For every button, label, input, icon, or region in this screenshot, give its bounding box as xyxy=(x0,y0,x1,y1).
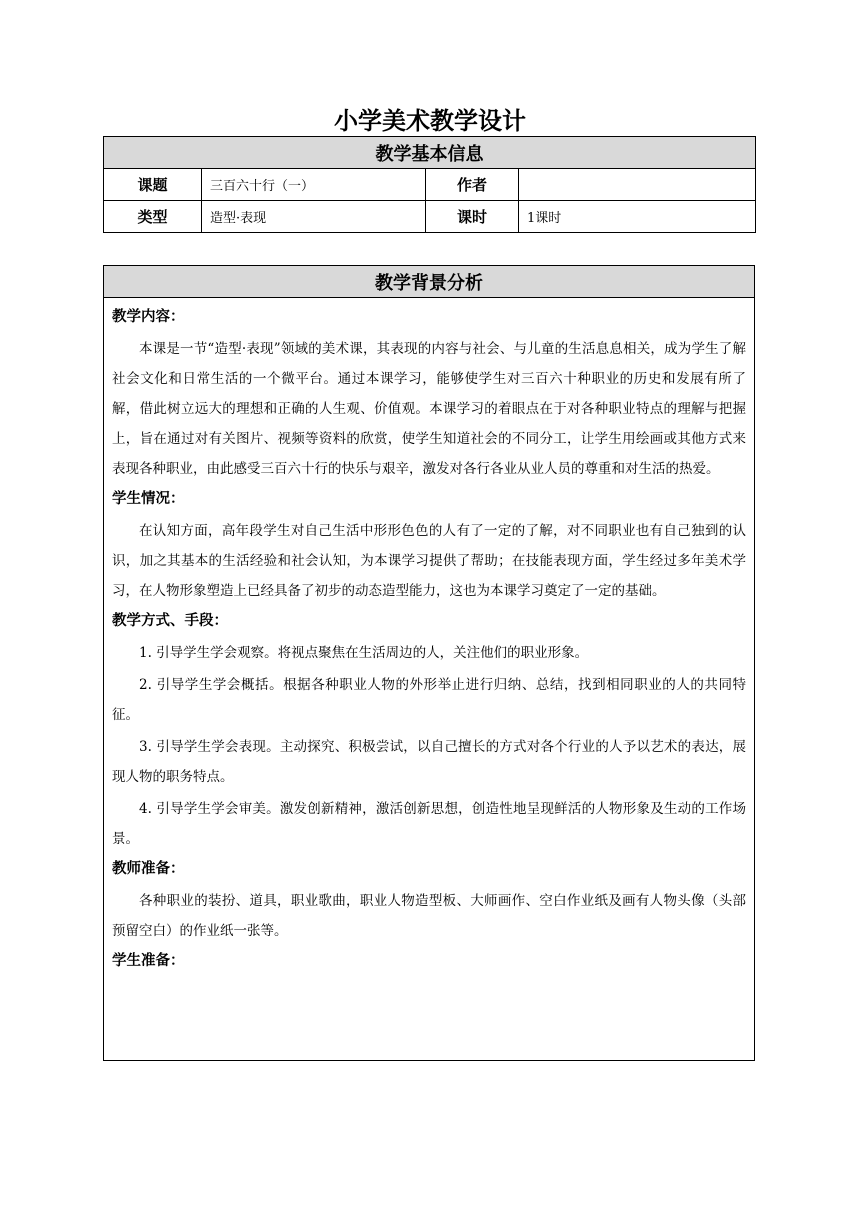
content-paragraph: 本课是一节“造型·表现”领域的美术课，其表现的内容与社会、与儿童的生活息息相关，成为学生了解社会文化和日常生活的一个微平台。通过本课学习，能够使学生对三百六十种职业的历史和发展有所了解，借此树立远大的理想和正确的人生观、价值观。本课学习的着眼点在于对各种职业特点的理解与把握上，旨在通过对有关图片、视频等资料的欣赏，使学生知道社会的不同分工，让学生用绘画或其他方式来表现各种职业，由此感受三百六十行的快乐与艰辛，激发对各行各业从业人员的尊重和对生活的热爱。 xyxy=(112,341,746,477)
type-value: 造型·表现 xyxy=(202,201,426,233)
background-header: 教学背景分析 xyxy=(104,266,755,298)
student-prep-heading: 学生准备： xyxy=(112,953,185,969)
document-title: 小学美术教学设计 xyxy=(334,107,526,135)
author-value xyxy=(519,169,756,201)
method-heading: 教学方式、手段： xyxy=(112,613,228,629)
period-label: 课时 xyxy=(426,201,519,233)
topic-value: 三百六十行（一） xyxy=(202,169,426,201)
basic-info-header: 教学基本信息 xyxy=(104,137,756,169)
author-label: 作者 xyxy=(426,169,519,201)
teacher-prep-heading: 教师准备： xyxy=(112,861,185,877)
topic-label: 课题 xyxy=(104,169,202,201)
method-item-3: 3. 引导学生学会表现。主动探究、积极尝试，以自己擅长的方式对各个行业的人予以艺术的表达，展现人物的职务特点。 xyxy=(112,739,746,785)
method-item-2: 2. 引导学生学会概括。根据各种职业人物的外形举止进行归纳、总结，找到相同职业的人的共同特征。 xyxy=(112,677,746,723)
background-body xyxy=(104,298,755,1061)
period-value: 1课时 xyxy=(519,201,756,233)
method-item-1: 1. 引导学生学会观察。将视点聚焦在生活周边的人，关注他们的职业形象。 xyxy=(139,645,589,661)
student-heading: 学生情况： xyxy=(112,491,185,507)
method-item-4: 4. 引导学生学会审美。激发创新精神，激活创新思想，创造性地呈现鲜活的人物形象及生动的工作场景。 xyxy=(112,801,746,847)
student-paragraph: 在认知方面，高年段学生对自己生活中形形色色的人有了一定的了解，对不同职业也有自己独到的认识，加之其基本的生活经验和社会认知，为本课学习提供了帮助；在技能表现方面，学生经过多年美术学习，在人物形象塑造上已经具备了初步的动态造型能力，这也为本课学习奠定了一定的基础。 xyxy=(112,523,746,599)
teacher-prep-paragraph: 各种职业的装扮、道具，职业歌曲，职业人物造型板、大师画作、空白作业纸及画有人物头像（头部预留空白）的作业纸一张等。 xyxy=(112,893,746,939)
type-label: 类型 xyxy=(104,201,202,233)
content-heading: 教学内容： xyxy=(112,309,185,325)
background-analysis-table xyxy=(103,265,755,1061)
basic-info-table xyxy=(103,136,756,233)
